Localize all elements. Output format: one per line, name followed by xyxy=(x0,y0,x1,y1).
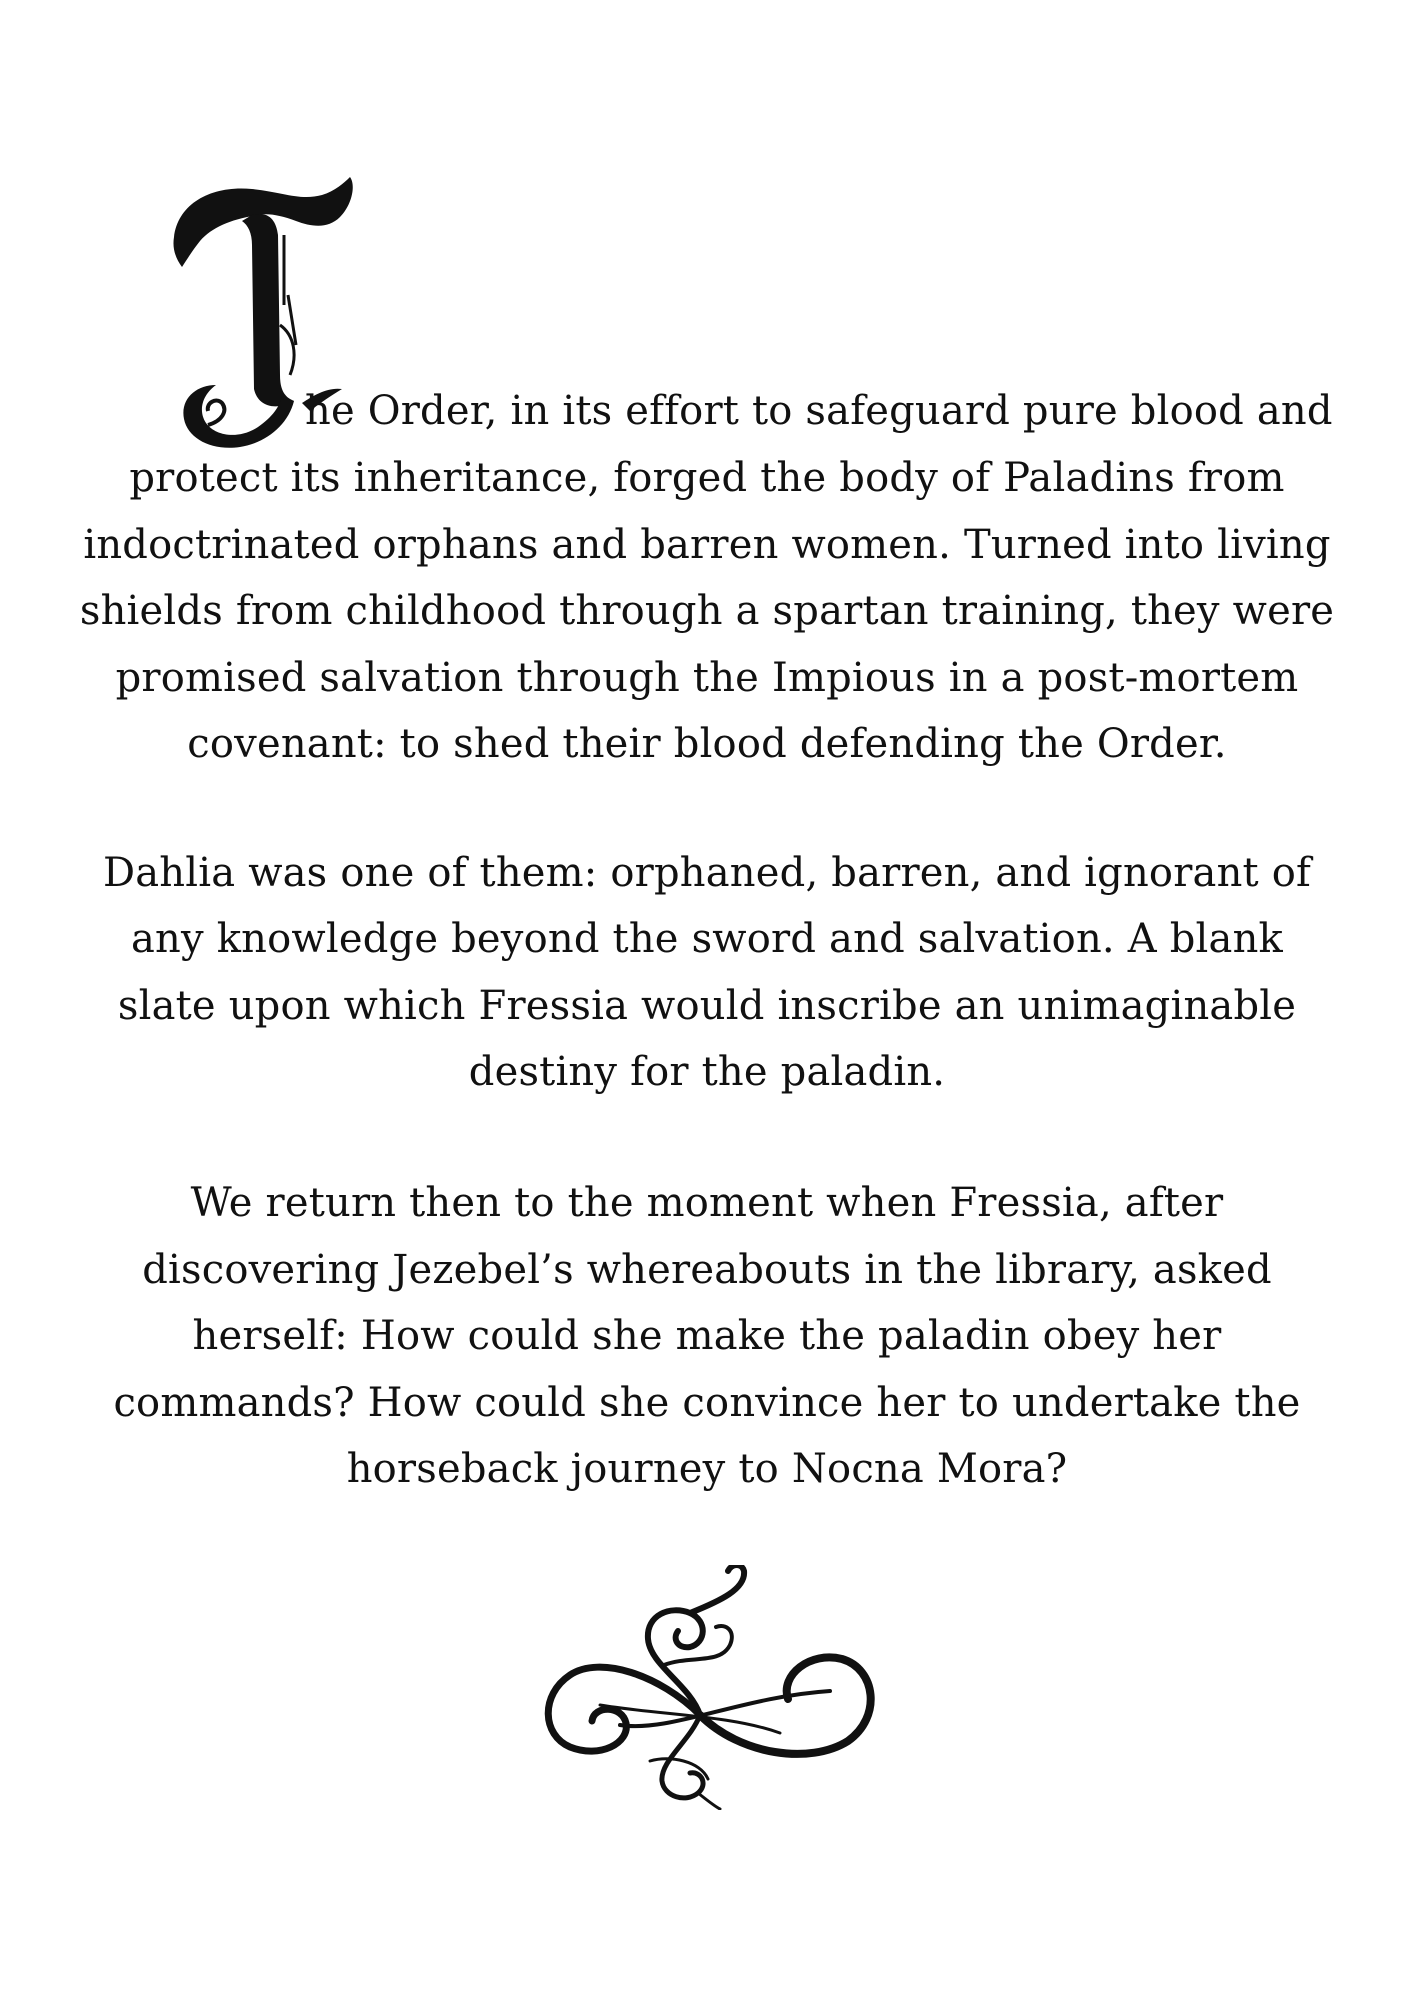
flourish-ornament-icon xyxy=(530,1565,890,1810)
paragraph-3-line-3: herself: How could she make the paladin obey her xyxy=(192,1313,1222,1359)
paragraph-1-line-6: covenant: to shed their blood defending the Order. xyxy=(187,721,1227,767)
paragraph-2-line-4: destiny for the paladin. xyxy=(468,1049,946,1095)
paragraph-1-line-5: promised salvation through the Impious in a post-mortem xyxy=(115,655,1299,701)
paragraph-3-line-1: We return then to the moment when Fressia, after xyxy=(190,1180,1224,1226)
paragraph-1-line-4: shields from childhood through a spartan training, they were xyxy=(79,588,1335,634)
paragraph-2-line-1: Dahlia was one of them: orphaned, barren, and ignorant of xyxy=(102,850,1312,896)
paragraph-3-line-2: discovering Jezebel’s whereabouts in the library, asked xyxy=(142,1247,1272,1293)
paragraph-3-line-4: commands? How could she convince her to undertake the xyxy=(113,1380,1301,1426)
paragraph-1-line-2: protect its inheritance, forged the body of Paladins from xyxy=(129,455,1285,501)
paragraph-2-line-3: slate upon which Fressia would inscribe an unimaginable xyxy=(117,983,1297,1029)
paragraph-3-line-5: horseback journey to Nocna Mora? xyxy=(346,1446,1068,1492)
paragraph-1-line-1: he Order, in its effort to safeguard pure blood and xyxy=(305,388,1333,434)
paragraph-2-line-2: any knowledge beyond the sword and salvation. A blank xyxy=(131,916,1283,962)
paragraph-1-line-3: indoctrinated orphans and barren women. Turned into living xyxy=(83,522,1331,568)
